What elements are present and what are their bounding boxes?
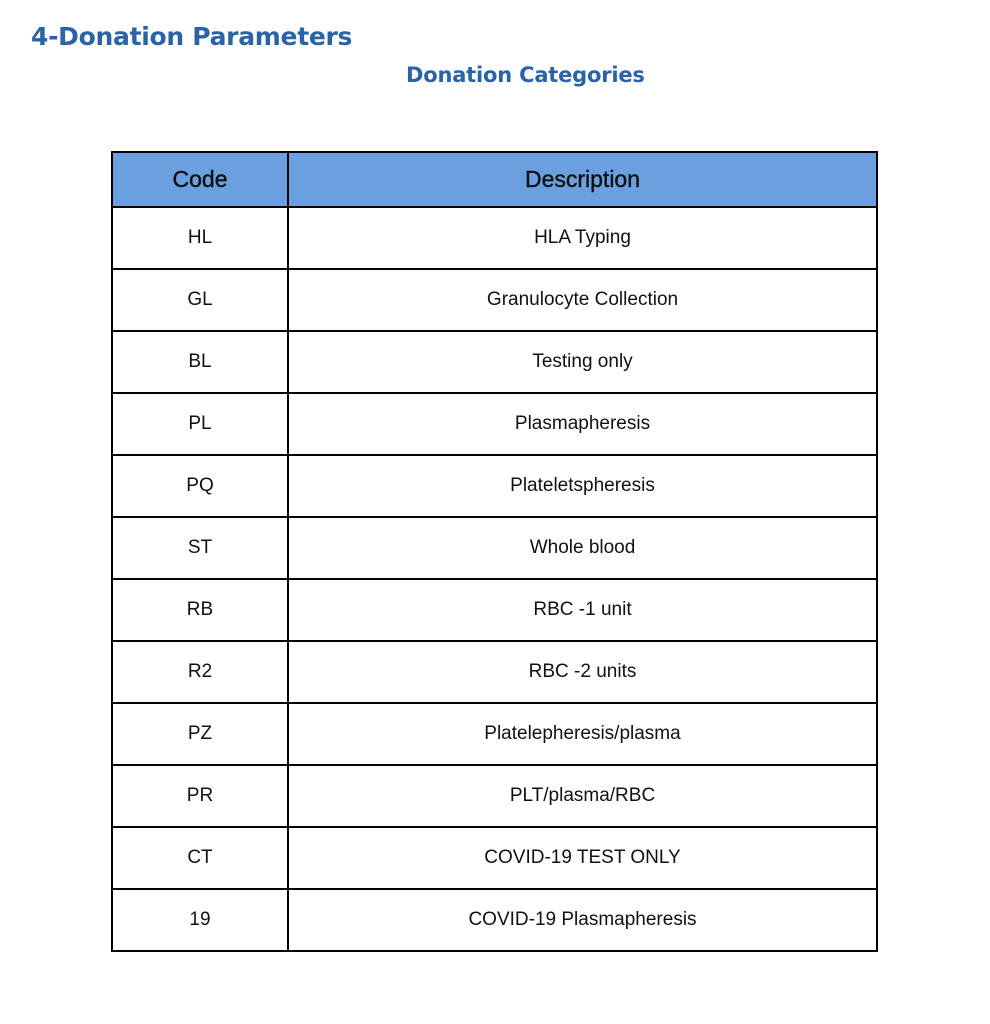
table-row [112, 703, 877, 765]
table-row [112, 889, 877, 951]
code-cell: CT [112, 827, 288, 889]
description-cell: Plasmapheresis [288, 393, 877, 455]
description-cell: COVID-19 Plasmapheresis [288, 889, 877, 951]
code-cell: PZ [112, 703, 288, 765]
table-row [112, 641, 877, 703]
table-row [112, 207, 877, 269]
description-cell: Plateletspheresis [288, 455, 877, 517]
code-cell: ST [112, 517, 288, 579]
code-cell: HL [112, 207, 288, 269]
code-cell: 19 [112, 889, 288, 951]
description-cell: COVID-19 TEST ONLY [288, 827, 877, 889]
table-row [112, 517, 877, 579]
table-row [112, 393, 877, 455]
table-body [112, 207, 877, 951]
table-title: Donation Categories [406, 63, 645, 87]
code-column-header: Code [112, 152, 288, 207]
table-row [112, 455, 877, 517]
code-cell: PQ [112, 455, 288, 517]
table-header [112, 152, 877, 207]
table-row [112, 765, 877, 827]
description-cell: Platelepheresis/plasma [288, 703, 877, 765]
description-column-header: Description [288, 152, 877, 207]
description-cell: Whole blood [288, 517, 877, 579]
code-cell: PR [112, 765, 288, 827]
table-row [112, 269, 877, 331]
description-cell: Testing only [288, 331, 877, 393]
code-cell: R2 [112, 641, 288, 703]
header-row [112, 152, 877, 207]
donation-categories-table [111, 151, 878, 952]
section-title: 4-Donation Parameters [31, 22, 353, 51]
description-cell: RBC -1 unit [288, 579, 877, 641]
code-cell: PL [112, 393, 288, 455]
description-cell: HLA Typing [288, 207, 877, 269]
table-row [112, 827, 877, 889]
table-row [112, 579, 877, 641]
code-cell: RB [112, 579, 288, 641]
description-cell: RBC -2 units [288, 641, 877, 703]
code-cell: BL [112, 331, 288, 393]
description-cell: PLT/plasma/RBC [288, 765, 877, 827]
table-row [112, 331, 877, 393]
code-cell: GL [112, 269, 288, 331]
description-cell: Granulocyte Collection [288, 269, 877, 331]
